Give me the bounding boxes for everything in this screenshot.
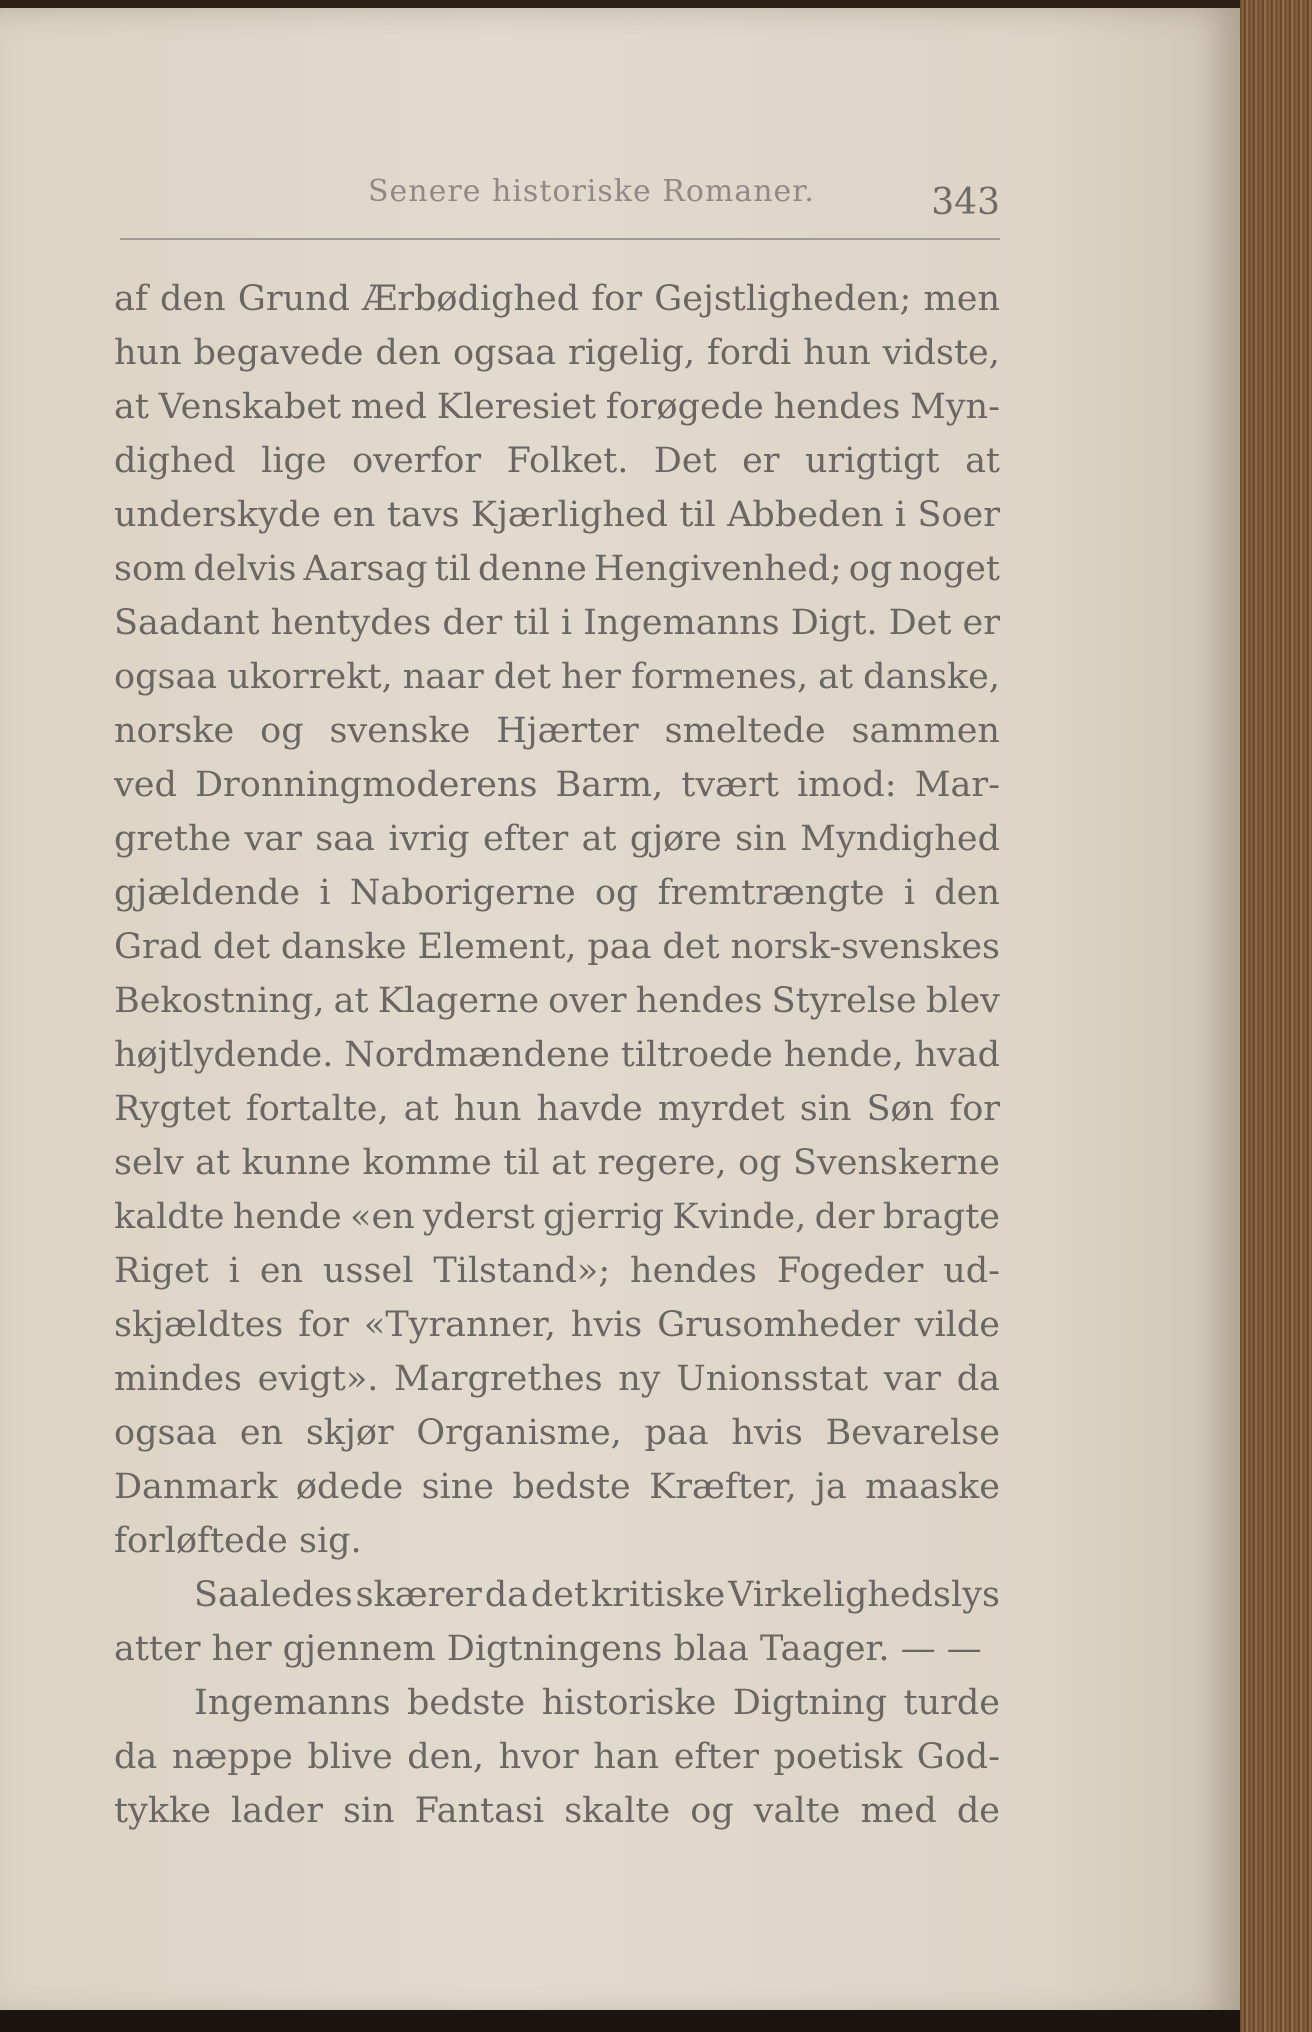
text-line: [114, 596, 1000, 650]
text-line: [114, 1730, 1000, 1784]
word: danske: [280, 927, 407, 967]
word: Digtning: [732, 1683, 888, 1723]
word: Klagerne: [377, 981, 540, 1021]
word: hentydes: [270, 603, 432, 643]
header-rule: [120, 238, 1000, 240]
text-line: [114, 1352, 1000, 1406]
word: vilde: [914, 1305, 1000, 1345]
word: Margrethes: [394, 1359, 603, 1399]
text-line: [114, 1568, 1000, 1622]
word: Mar-: [914, 765, 1000, 805]
word: selv: [114, 1143, 184, 1183]
word: sin: [799, 1089, 852, 1129]
word: paa: [587, 927, 652, 967]
word: skjør: [305, 1413, 394, 1453]
word: der: [442, 603, 503, 643]
word: de: [956, 1791, 1000, 1831]
word: en: [259, 1251, 304, 1291]
word: det: [662, 927, 720, 967]
word: forøgede: [605, 387, 764, 427]
word: at: [551, 1143, 587, 1183]
text-line: [114, 488, 1000, 542]
word: Det: [888, 603, 952, 643]
word: var: [244, 819, 302, 859]
word: hvis: [570, 1305, 643, 1345]
word: Fogeder: [776, 1251, 924, 1291]
word: ny: [618, 1359, 661, 1399]
word: Nordmændene: [344, 1035, 610, 1075]
word: Kleresiet: [436, 387, 597, 427]
text-line: [114, 434, 1000, 488]
text-line: [114, 1298, 1000, 1352]
word: smeltede: [664, 711, 826, 751]
word: hun: [114, 333, 182, 373]
word: en: [239, 1413, 284, 1453]
word: Ingemanns: [583, 603, 780, 643]
text-line: [114, 866, 1000, 920]
text-line: [114, 1136, 1000, 1190]
word: af: [114, 279, 148, 319]
word: saa: [315, 819, 375, 859]
word: Myn-: [909, 387, 1000, 427]
word: dighed: [114, 441, 236, 481]
word: ogsaa: [114, 1413, 218, 1453]
word: til: [679, 495, 716, 535]
word: paa: [644, 1413, 709, 1453]
word: Myndighed: [800, 819, 1000, 859]
word: hende: [232, 1197, 342, 1237]
word: men: [923, 279, 1000, 319]
word: Unionsstat: [676, 1359, 869, 1399]
word: Kvinde,: [672, 1197, 807, 1237]
word: tvært: [681, 765, 779, 805]
word: Grad: [114, 927, 202, 967]
bottom-edge: [0, 2010, 1240, 2032]
word: til: [434, 549, 471, 589]
word: regere,: [597, 1143, 727, 1183]
word: og: [594, 873, 639, 913]
word: God-: [916, 1737, 1000, 1777]
text-line: [114, 704, 1000, 758]
word: hendes: [630, 1251, 757, 1291]
word: for: [949, 1089, 1000, 1129]
word: og: [738, 1143, 782, 1183]
word: ødede: [295, 1467, 404, 1507]
text-line: [114, 1244, 1000, 1298]
word: da: [484, 1575, 528, 1615]
word: Bekostning,: [114, 981, 325, 1021]
word: ivrig: [388, 819, 470, 859]
word: med: [350, 387, 428, 427]
word: fortalte,: [245, 1089, 389, 1129]
word: Grund: [237, 279, 351, 319]
word: Det: [653, 441, 717, 481]
text-line: [114, 380, 1000, 434]
word: der: [814, 1197, 875, 1237]
word: noget: [899, 549, 1000, 589]
word: delvis: [193, 549, 297, 589]
word: det: [212, 927, 271, 967]
word: hende,: [783, 1035, 904, 1075]
word: evigt».: [257, 1359, 379, 1399]
word: hvad: [914, 1035, 1000, 1075]
word: at: [114, 387, 149, 427]
word: efter: [483, 819, 569, 859]
word: rigelig,: [568, 333, 695, 373]
text-line: [114, 1190, 1000, 1244]
word: for: [298, 1305, 349, 1345]
page-edges: [1240, 0, 1312, 2032]
word: det: [493, 657, 551, 697]
word: da: [114, 1737, 158, 1777]
word: norsk-svenskes: [730, 927, 1000, 967]
word: denne: [477, 549, 587, 589]
text-line: [114, 974, 1000, 1028]
word: Søn: [866, 1089, 935, 1129]
word: Digt.: [790, 603, 878, 643]
word: kaldte: [114, 1197, 225, 1237]
word: Hengivenhed;: [593, 549, 842, 589]
word: at: [965, 441, 1000, 481]
text-line: [114, 1028, 1000, 1082]
word: sine: [421, 1467, 495, 1507]
word: hvor: [498, 1737, 579, 1777]
word: og: [848, 549, 893, 589]
word: ussel: [323, 1251, 414, 1291]
word: for: [591, 279, 643, 319]
word: Saadant: [114, 603, 260, 643]
word: bedste: [406, 1683, 526, 1723]
word: skalte: [564, 1791, 671, 1831]
word: underskyde: [114, 495, 321, 535]
word: Dronningmoderens: [195, 765, 538, 805]
word: historiske: [541, 1683, 717, 1723]
word: Tilstand»;: [433, 1251, 611, 1291]
word: tiltroede: [620, 1035, 773, 1075]
word: Aarsag: [303, 549, 428, 589]
word: til: [513, 603, 550, 643]
word: ukorrekt,: [227, 657, 393, 697]
word: i: [894, 495, 907, 535]
word: i: [319, 873, 331, 913]
word: den: [160, 279, 226, 319]
word: at: [333, 981, 369, 1021]
word: formenes,: [631, 657, 809, 697]
word: i: [560, 603, 573, 643]
word: ogsaa: [452, 333, 557, 373]
word: Saaledes: [194, 1575, 353, 1615]
word: bragte: [882, 1197, 1000, 1237]
word: over: [548, 981, 627, 1021]
word: overfor: [352, 441, 482, 481]
word: i: [228, 1251, 240, 1291]
word: den,: [407, 1737, 485, 1777]
word: Kræfter,: [649, 1467, 797, 1507]
word: Folket.: [506, 441, 629, 481]
text-line: [114, 272, 1000, 326]
word: imod:: [796, 765, 897, 805]
word: hun: [453, 1089, 522, 1129]
word: fremtrængte: [657, 873, 885, 913]
word: er: [742, 441, 780, 481]
word: vidste,: [882, 333, 1000, 373]
word: begavede: [193, 333, 364, 373]
text-line: [114, 758, 1000, 812]
word: Bevarelse: [825, 1413, 1000, 1453]
word: og: [260, 711, 304, 751]
word: Danmark: [114, 1467, 278, 1507]
word: næppe: [171, 1737, 293, 1777]
word: «Tyranner,: [363, 1305, 556, 1345]
word: ved: [114, 765, 177, 805]
word: naar: [402, 657, 484, 697]
word: «en: [350, 1197, 415, 1237]
text-line: [114, 1406, 1000, 1460]
word: Ærbødighed: [362, 279, 580, 319]
word: at: [403, 1089, 439, 1129]
word: tykke: [114, 1791, 211, 1831]
word: Rygtet: [114, 1089, 231, 1129]
word: gjerrig: [543, 1197, 665, 1237]
body-text: [114, 272, 1000, 1852]
word: danske,: [863, 657, 1000, 697]
running-head: [120, 168, 1000, 228]
text-line: forløftede sig.: [114, 1521, 362, 1561]
word: myrdet: [657, 1089, 785, 1129]
word: havde: [536, 1089, 643, 1129]
text-line: [114, 1082, 1000, 1136]
word: og: [690, 1791, 734, 1831]
word: gjøre: [629, 819, 722, 859]
word: tavs: [386, 495, 460, 535]
text-line: [114, 920, 1000, 974]
word: Naborigerne: [349, 873, 576, 913]
text-line: [114, 542, 1000, 596]
word: Organisme,: [416, 1413, 622, 1453]
word: er: [962, 603, 1000, 643]
word: hvis: [731, 1413, 803, 1453]
word: Riget: [114, 1251, 209, 1291]
text-line: [114, 1784, 1000, 1838]
word: hendes: [635, 981, 763, 1021]
word: valte: [753, 1791, 841, 1831]
word: svenske: [329, 711, 471, 751]
word: urigtigt: [805, 441, 940, 481]
word: fordi: [706, 333, 792, 373]
word: Kjærlighed: [470, 495, 669, 535]
word: ud-: [943, 1251, 1000, 1291]
text-line: [114, 326, 1000, 380]
word: turde: [903, 1683, 1000, 1723]
word: komme: [362, 1143, 492, 1183]
word: at: [818, 657, 854, 697]
word: han: [593, 1737, 660, 1777]
word: maaske: [865, 1467, 1000, 1507]
word: sin: [342, 1791, 395, 1831]
word: her: [561, 657, 622, 697]
page-number: 343: [931, 182, 1000, 223]
word: Styrelse: [771, 981, 917, 1021]
word: kritiske: [590, 1575, 726, 1615]
text-line: [114, 1676, 1000, 1730]
word: det: [530, 1575, 589, 1615]
word: Ingemanns: [194, 1683, 391, 1723]
word: at: [195, 1143, 231, 1183]
text-line: atter her gjennem Digtningens blaa Taager. — —: [114, 1629, 982, 1669]
word: den: [375, 333, 442, 373]
text-line: [114, 1460, 1000, 1514]
word: Grusomheder: [657, 1305, 900, 1345]
word: ja: [815, 1467, 847, 1507]
word: blive: [307, 1737, 393, 1777]
word: Barm,: [555, 765, 664, 805]
word: norske: [114, 711, 235, 751]
word: Element,: [417, 927, 577, 967]
word: til: [503, 1143, 540, 1183]
word: mindes: [114, 1359, 243, 1399]
word: Abbeden: [727, 495, 884, 535]
word: poetisk: [773, 1737, 903, 1777]
word: skærer: [355, 1575, 482, 1615]
text-line: [114, 650, 1000, 704]
word: gjældende: [114, 873, 301, 913]
word: Venskabet: [158, 387, 342, 427]
word: kunne: [241, 1143, 352, 1183]
word: hendes: [773, 387, 901, 427]
word: var: [883, 1359, 942, 1399]
word: Virkelighedslys: [728, 1575, 1000, 1615]
word: Soer: [917, 495, 1000, 535]
word: i: [903, 873, 916, 913]
word: højtlydende.: [114, 1035, 334, 1075]
word: skjældtes: [114, 1305, 284, 1345]
word: grethe: [114, 819, 232, 859]
word: yderst: [423, 1197, 535, 1237]
word: lader: [231, 1791, 323, 1831]
word: Gejstligheden;: [654, 279, 912, 319]
running-title: Senere historiske Romaner.: [368, 174, 815, 209]
word: Hjærter: [496, 711, 639, 751]
word: Fantasi: [414, 1791, 545, 1831]
word: med: [860, 1791, 937, 1831]
word: ogsaa: [114, 657, 218, 697]
word: lige: [261, 441, 327, 481]
text-line: [114, 812, 1000, 866]
word: blev: [925, 981, 1000, 1021]
word: bedste: [512, 1467, 631, 1507]
word: da: [956, 1359, 1000, 1399]
word: sin: [735, 819, 787, 859]
word: en: [332, 495, 376, 535]
word: at: [581, 819, 617, 859]
word: den: [934, 873, 1000, 913]
word: som: [114, 549, 187, 589]
word: efter: [673, 1737, 759, 1777]
word: sammen: [851, 711, 1000, 751]
word: Svenskerne: [793, 1143, 1000, 1183]
word: hun: [803, 333, 871, 373]
